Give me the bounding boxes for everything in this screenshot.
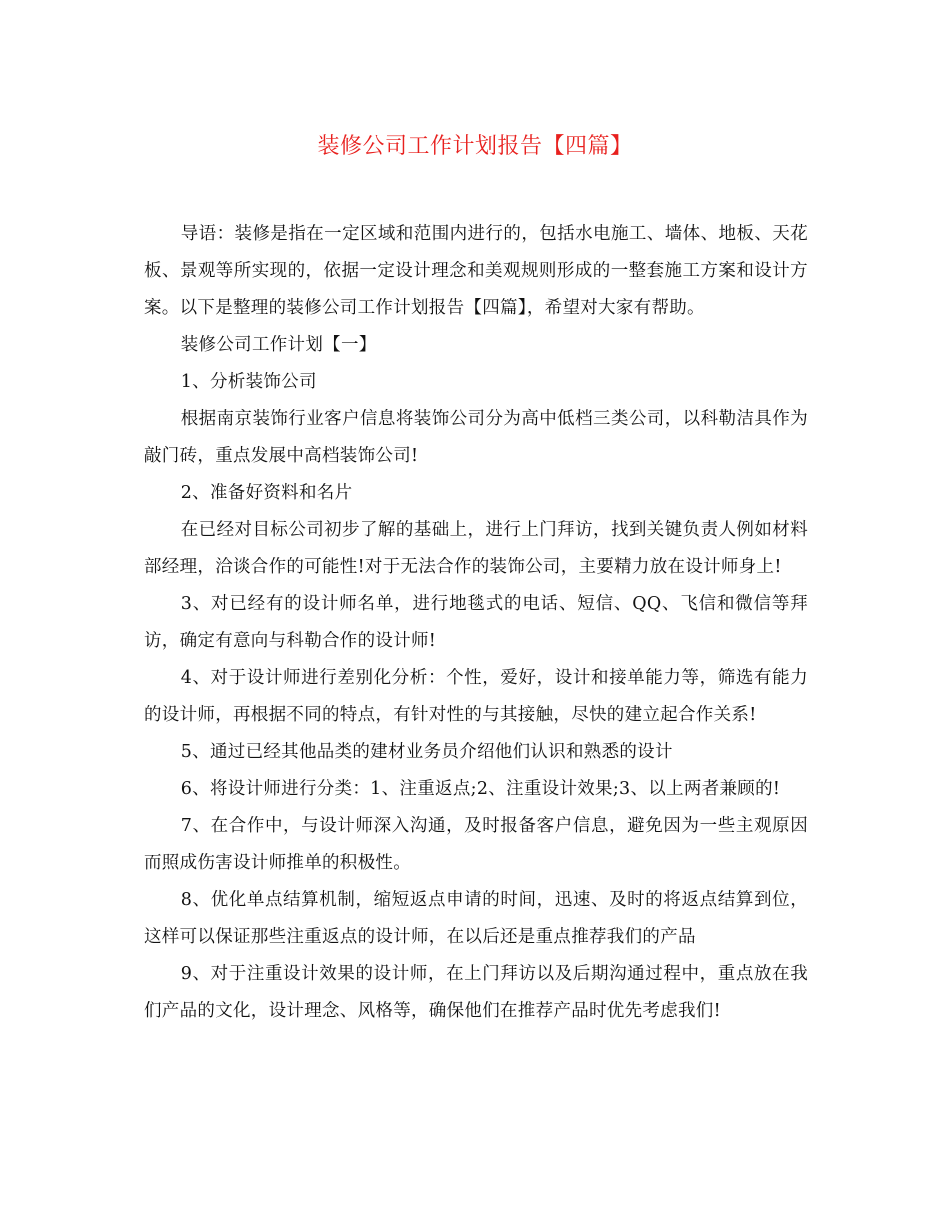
item-heading: 1、分析装饰公司 xyxy=(180,372,317,392)
document-title: 装修公司工作计划报告【四篇】 xyxy=(317,134,633,159)
body-paragraph: 在已经对目标公司初步了解的基础上，进行上门拜访，找到关键负责人例如材料部经理，洽谈合作的可能性!对于无法合作的装饰公司，主要精力放在设计师身上! xyxy=(144,520,808,577)
intro-paragraph: 导语：装修是指在一定区域和范围内进行的，包括水电施工、墙体、地板、天花板、景观等所实现的，依据一定设计理念和美观规则形成的一整套施工方案和设计方案。以下是整理的装修公司工作计划报告【四篇】，希望对大家有帮助。 xyxy=(144,224,808,318)
item-heading: 2、准备好资料和名片 xyxy=(180,483,353,503)
list-paragraph: 6、将设计师进行分类：1、注重返点;2、注重设计效果;3、以上两者兼顾的! xyxy=(180,779,781,799)
section-heading: 装修公司工作计划【一】 xyxy=(180,335,377,355)
list-paragraph: 3、对已经有的设计师名单，进行地毯式的电话、短信、QQ、飞信和微信等拜访，确定有意向与科勒合作的设计师! xyxy=(144,594,808,651)
list-paragraph: 9、对于注重设计效果的设计师，在上门拜访以及后期沟通过程中，重点放在我们产品的文化，设计理念、风格等，确保他们在推荐产品时优先考虑我们! xyxy=(144,964,808,1021)
document-body xyxy=(144,216,808,1030)
list-paragraph: 5、通过已经其他品类的建材业务员介绍他们认识和熟悉的设计 xyxy=(180,742,673,762)
list-paragraph: 4、对于设计师进行差别化分析：个性，爱好，设计和接单能力等，筛选有能力的设计师，再根据不同的特点，有针对性的与其接触，尽快的建立起合作关系! xyxy=(144,668,808,725)
list-paragraph: 7、在合作中，与设计师深入沟通，及时报备客户信息，避免因为一些主观原因而照成伤害设计师推单的积极性。 xyxy=(144,816,808,873)
body-paragraph: 根据南京装饰行业客户信息将装饰公司分为高中低档三类公司，以科勒洁具作为敲门砖，重点发展中高档装饰公司! xyxy=(144,409,808,466)
list-paragraph: 8、优化单点结算机制，缩短返点申请的时间，迅速、及时的将返点结算到位，这样可以保证那些注重返点的设计师，在以后还是重点推荐我们的产品 xyxy=(144,890,808,947)
